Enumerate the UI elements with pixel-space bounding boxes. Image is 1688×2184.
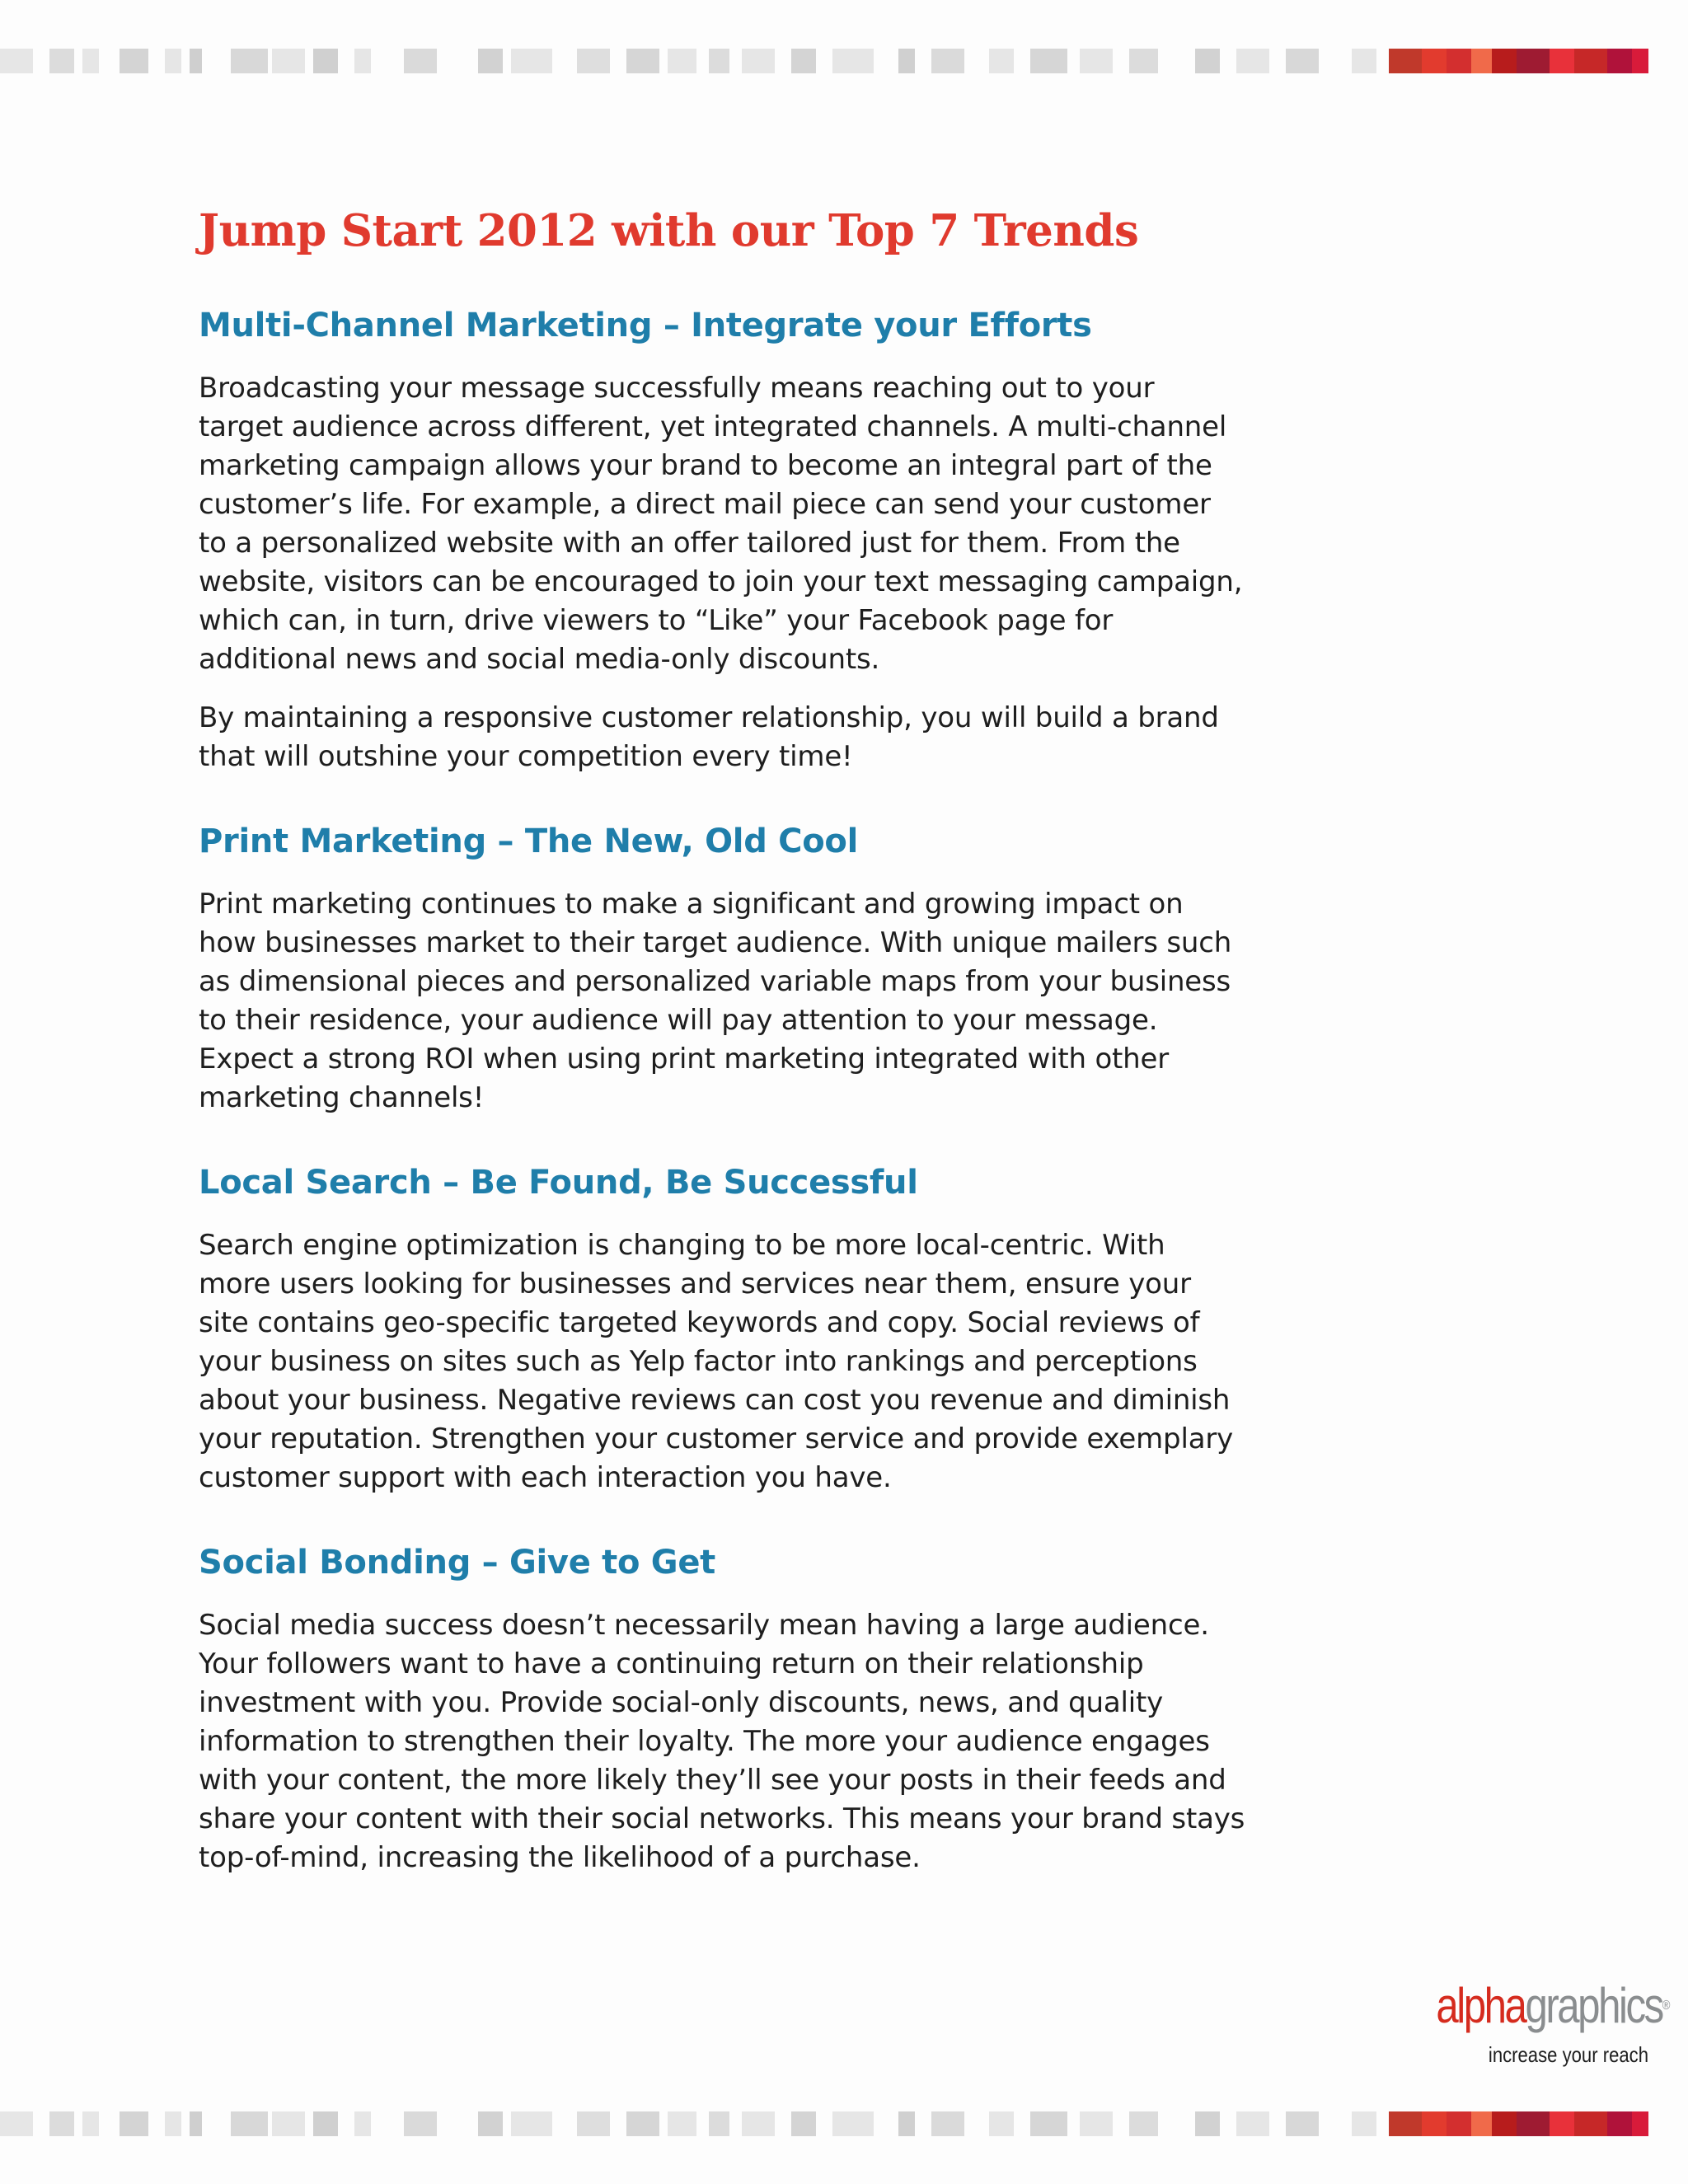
section-multi-channel	[199, 297, 1254, 776]
logo-alpha-text: alpha	[1436, 1978, 1526, 2033]
logo-tagline: increase your reach	[1488, 2042, 1648, 2067]
section-heading: Print Marketing – The New, Old Cool	[199, 823, 858, 860]
top-decorative-band	[0, 49, 1688, 73]
section-heading: Local Search – Be Found, Be Successful	[199, 1164, 918, 1202]
section-local-search	[199, 1154, 1254, 1497]
section-paragraph: Broadcasting your message successfully means reaching out to your target audience across different, yet integrated channels. A multi-channel marketing campaign allows your brand to become an integral part of the customer’s life. For example, a direct mail piece can send your customer to a personalized website with an offer tailored just for them. From the website, visitors can be encouraged to join your text messaging campaign, which can, in turn, drive viewers to “Like” your Facebook page for additional news and social media-only discounts.	[199, 372, 1243, 676]
top-band-graphic	[0, 49, 1688, 73]
bottom-band-graphic	[0, 2111, 1688, 2136]
section-paragraph: By maintaining a responsive customer relationship, you will build a brand that will outshine your competition every time!	[199, 701, 1219, 773]
logo-wordmark	[1436, 1978, 1670, 2034]
document-body	[199, 198, 1254, 1914]
registered-mark: ®	[1662, 1999, 1671, 2013]
page-title: Jump Start 2012 with our Top 7 Trends	[199, 205, 1139, 256]
logo-graphics-text: graphics	[1525, 1978, 1662, 2033]
section-social-bonding	[199, 1534, 1254, 1877]
bottom-decorative-band	[0, 2111, 1688, 2136]
section-print-marketing	[199, 813, 1254, 1118]
section-paragraph: Social media success doesn’t necessarily mean having a large audience. Your followers want to have a continuing return on their relationship investment with you. Provide social-only discounts, news, and quality information to strengthen their loyalty. The more your audience engages with your content, the more likely they’ll see your posts in their feeds and share your content with their social networks. This means your brand stays top-of-mind, increasing the likelihood of a purchase.	[199, 1609, 1245, 1874]
section-heading: Social Bonding – Give to Get	[199, 1544, 715, 1582]
section-paragraph: Search engine optimization is changing to be more local-centric. With more users looking for businesses and services near them, ensure your site contains geo-specific targeted keywords and copy. Social reviews of your business on sites such as Yelp factor into rankings and perceptions about your business. Negative reviews can cost you revenue and diminish your reputation. Strengthen your customer service and provide exemplary customer support with each interaction you have.	[199, 1229, 1234, 1494]
section-heading: Multi-Channel Marketing – Integrate your Efforts	[199, 307, 1092, 344]
section-paragraph: Print marketing continues to make a significant and growing impact on how businesses market to their target audience. With unique mailers such as dimensional pieces and personalized variable maps from your business to their residence, your audience will pay attention to your message. Expect a strong ROI when using print marketing integrated with other marketing channels!	[199, 888, 1232, 1114]
alphagraphics-logo	[1385, 1978, 1671, 2068]
